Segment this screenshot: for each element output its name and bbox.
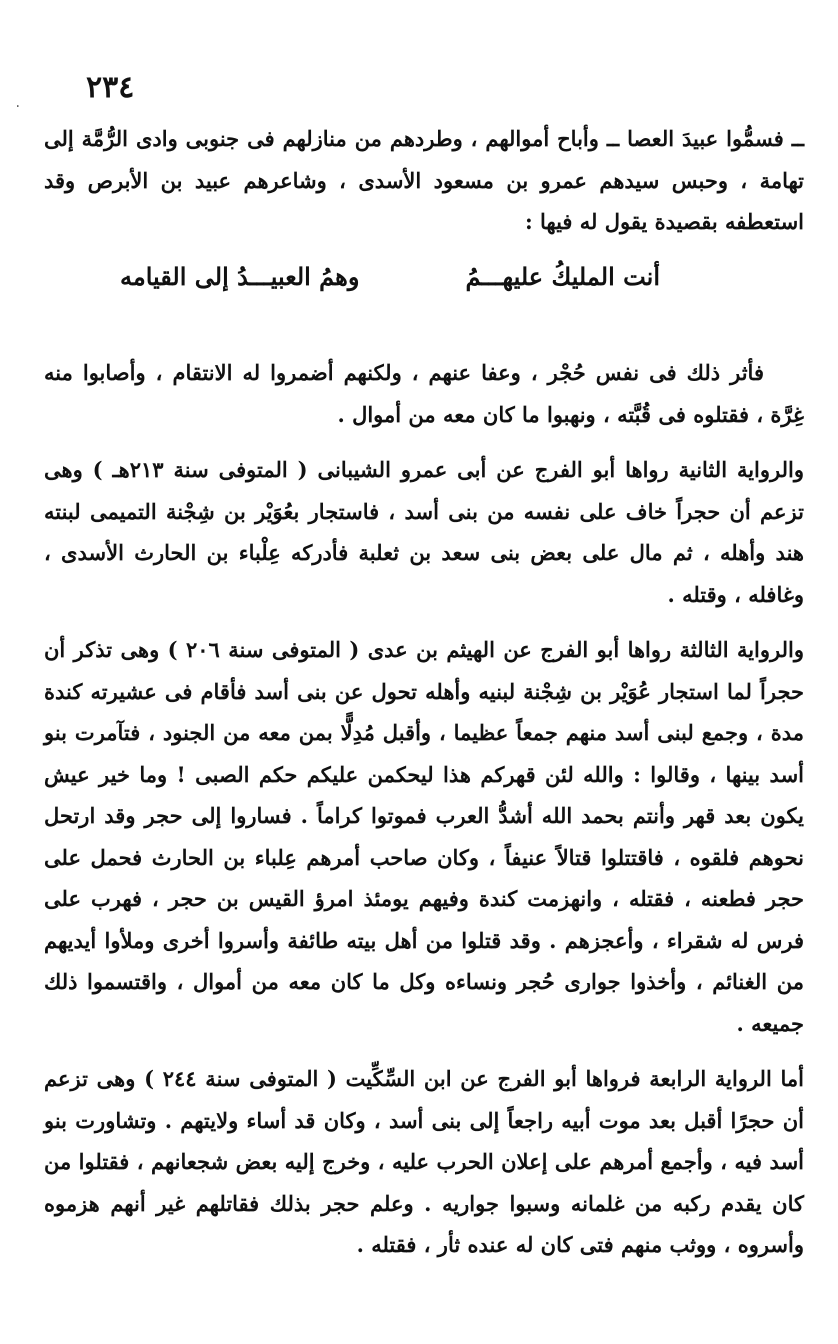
poetry-verse — [120, 262, 660, 291]
paragraph-2: والرواية الثانية رواها أبو الفرج عن أبى عمرو الشيبانى ( المتوفى سنة ٢١٣هـ ) وهى تزعم أن حجراً خاف على نفسه من بنى أسد ، فاستجار بعُوَيْر بن شِجْنة التميمى لبنته هند وأهله ، ثم مال على بعض بنى سعد بن ثعلبة فأدركه عِلْباء بن الحارث الأسدى ، وغافله ، وقتله . — [44, 457, 804, 607]
verse-second-hemistich: وهمُ العبيـــدُ إلى القيامه — [120, 262, 360, 291]
verse-first-hemistich: أنت المليكُ عليهـــمُ — [465, 262, 660, 291]
intro-paragraph: ــ فسمُّوا عبيدَ العصا ــ وأباح أموالهم ، وطردهم من منازلهم فى جنوبى وادى الرُّمَّة إلى تهامة ، وحبس سيدهم عمرو بن مسعود الأسدى ، وشاعرهم عبيد بن الأبرص وقد استعطفه بقصيدة يقول له فيها : — [44, 126, 804, 234]
paragraph-4: أما الرواية الرابعة فرواها أبو الفرج عن ابن السِّكِّيت ( المتوفى سنة ٢٤٤ ) وهى تزعم أن حجرًا أقبل بعد موت أبيه راجعاً إلى بنى أسد ، وكان قد أساء ولايتهم . وتشاورت بنو أسد فيه ، وأجمع أمرهم على إعلان الحرب عليه ، وخرج إليه بعض شجعانهم ، فقتلوا من كان يقدم ركبه من غلمانه وسبوا جواريه . وعلم حجر بذلك فقاتلهم غير أنهم هزموه وأسروه ، ووثب منهم فتى كان له عنده ثأر ، فقتله . — [44, 1066, 804, 1257]
paragraph-1: فأثر ذلك فى نفس حُجْر ، وعفا عنهم ، ولكنهم أضمروا له الانتقام ، وأصابوا منه غِرَّة ، فقتلوه فى قُبَّته ، ونهبوا ما كان معه من أموال . — [44, 360, 804, 427]
verse-spacer — [44, 242, 804, 352]
page-number: ٢٣٤ — [86, 70, 135, 105]
margin-mark: ۰ — [14, 98, 22, 114]
paragraph-3: والرواية الثالثة رواها أبو الفرج عن الهيثم بن عدى ( المتوفى سنة ٢٠٦ ) وهى تذكر أن حجراً لما استجار عُوَيْر بن شِجْنة لبنيه وأهله تحول عن بنى أسد فأقام فى عشيرته كندة مدة ، وجمع لبنى أسد منهم جمعاً عظيما ، وأقبل مُدِلًّا بمن معه من الجنود ، فتآمرت بنو أسد بينها ، وقالوا : والله لئن قهركم هذا ليحكمن عليكم حكم الصبى ! وما خير عيش يكون بعد قهر وأنتم بحمد الله أشدُّ العرب فموتوا كراماً . فساروا إلى حجر وقد ارتحل نحوهم فلقوه ، فاقتتلوا قتالاً عنيفاً ، وكان صاحب أمرهم عِلباء بن الحارث فحمل على حجر فطعنه ، فقتله ، وانهزمت كندة وفيهم يومئذ امرؤ القيس بن حجر ، فهرب على فرس له شقراء ، وأعجزهم . وقد قتلوا من أهل بيته طائفة وأسروا أخرى وملأوا أيديهم من الغنائم ، وأخذوا جوارى حُجر ونساءه وكل ما كان معه من أموال ، واقتسموا ذلك جميعه . — [44, 637, 804, 1036]
